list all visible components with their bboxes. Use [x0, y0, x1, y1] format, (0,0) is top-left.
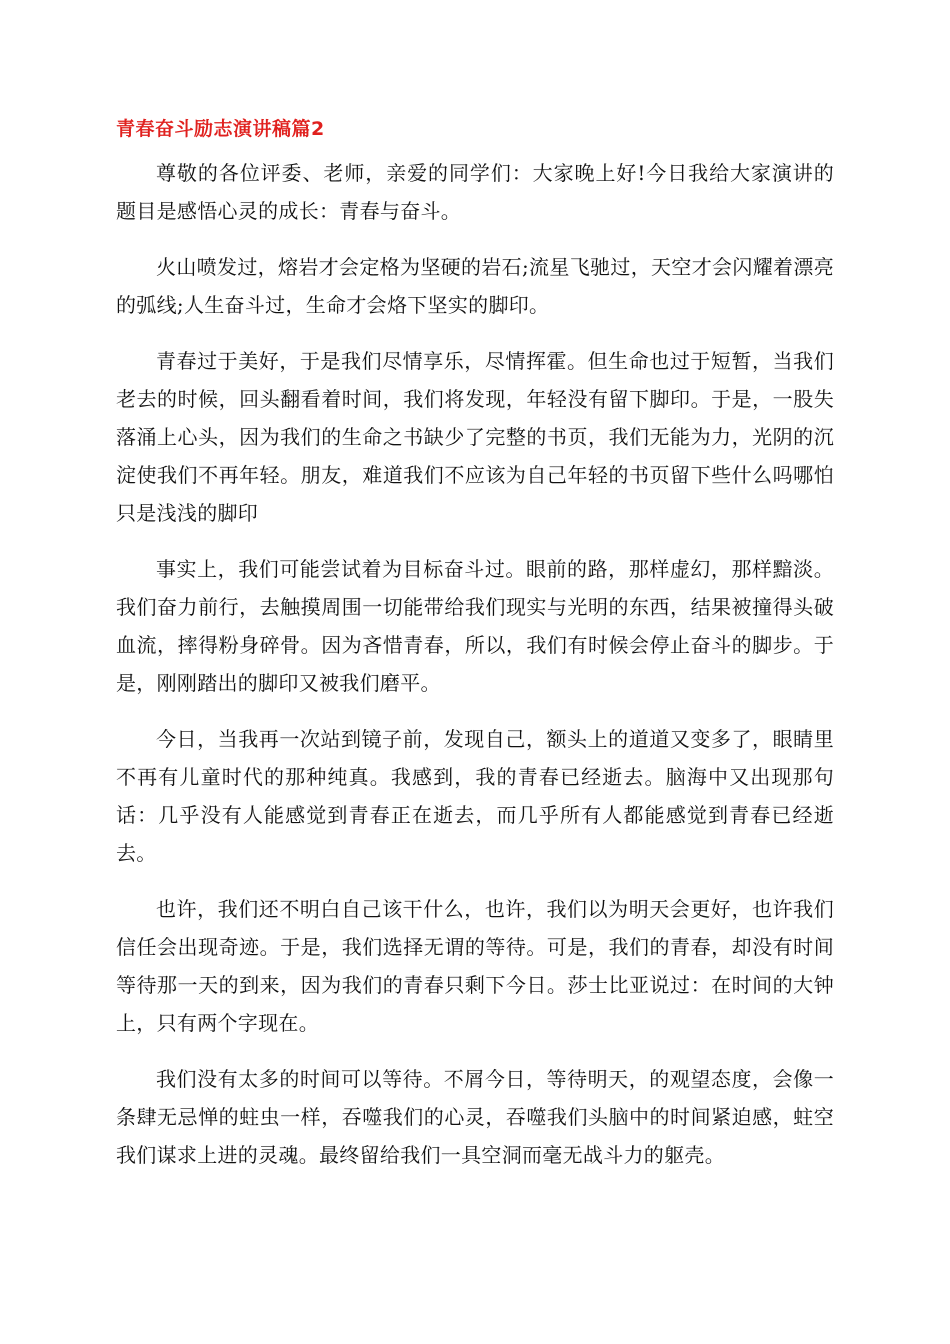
paragraph-2: 火山喷发过，熔岩才会定格为坚硬的岩石;流星飞驰过，天空才会闪耀着漂亮的弧线;人生奋斗过，生命才会烙下坚实的脚印。	[116, 255, 834, 317]
paragraph-5: 今日，当我再一次站到镜子前，发现自己，额头上的道道又变多了，眼睛里不再有儿童时代的那种纯真。我感到，我的青春已经逝去。脑海中又出现那句话：几乎没有人能感觉到青春正在逝去，而几乎所有人都能感觉到青春已经逝去。	[116, 727, 834, 865]
paragraph-6: 也许，我们还不明白自己该干什么，也许，我们以为明天会更好，也许我们信任会出现奇迹。于是，我们选择无谓的等待。可是，我们的青春，却没有时间等待那一天的到来，因为我们的青春只剩下今日。莎士比亚说过：在时间的大钟上，只有两个字现在。	[116, 897, 834, 1035]
document-page	[116, 112, 834, 1192]
paragraph-1: 尊敬的各位评委、老师，亲爱的同学们：大家晚上好!今日我给大家演讲的题目是感悟心灵的成长：青春与奋斗。	[116, 161, 834, 223]
paragraph-4: 事实上，我们可能尝试着为目标奋斗过。眼前的路，那样虚幻，那样黯淡。我们奋力前行，去触摸周围一切能带给我们现实与光明的东西，结果被撞得头破血流，摔得粉身碎骨。因为吝惜青春，所以，我们有时候会停止奋斗的脚步。于是，刚刚踏出的脚印又被我们磨平。	[116, 557, 834, 695]
paragraph-7: 我们没有太多的时间可以等待。不屑今日，等待明天，的观望态度，会像一条肆无忌惮的蛀虫一样，吞噬我们的心灵，吞噬我们头脑中的时间紧迫感，蛀空我们谋求上进的灵魂。最终留给我们一具空洞而毫无战斗力的躯壳。	[116, 1067, 834, 1167]
paragraph-3: 青春过于美好，于是我们尽情享乐，尽情挥霍。但生命也过于短暂，当我们老去的时候，回头翻看着时间，我们将发现，年轻没有留下脚印。于是，一股失落涌上心头，因为我们的生命之书缺少了完整的书页，我们无能为力，光阴的沉淀使我们不再年轻。朋友，难道我们不应该为自己年轻的书页留下些什么吗哪怕只是浅浅的脚印	[116, 349, 834, 525]
document-title: 青春奋斗励志演讲稿篇2	[116, 118, 325, 140]
